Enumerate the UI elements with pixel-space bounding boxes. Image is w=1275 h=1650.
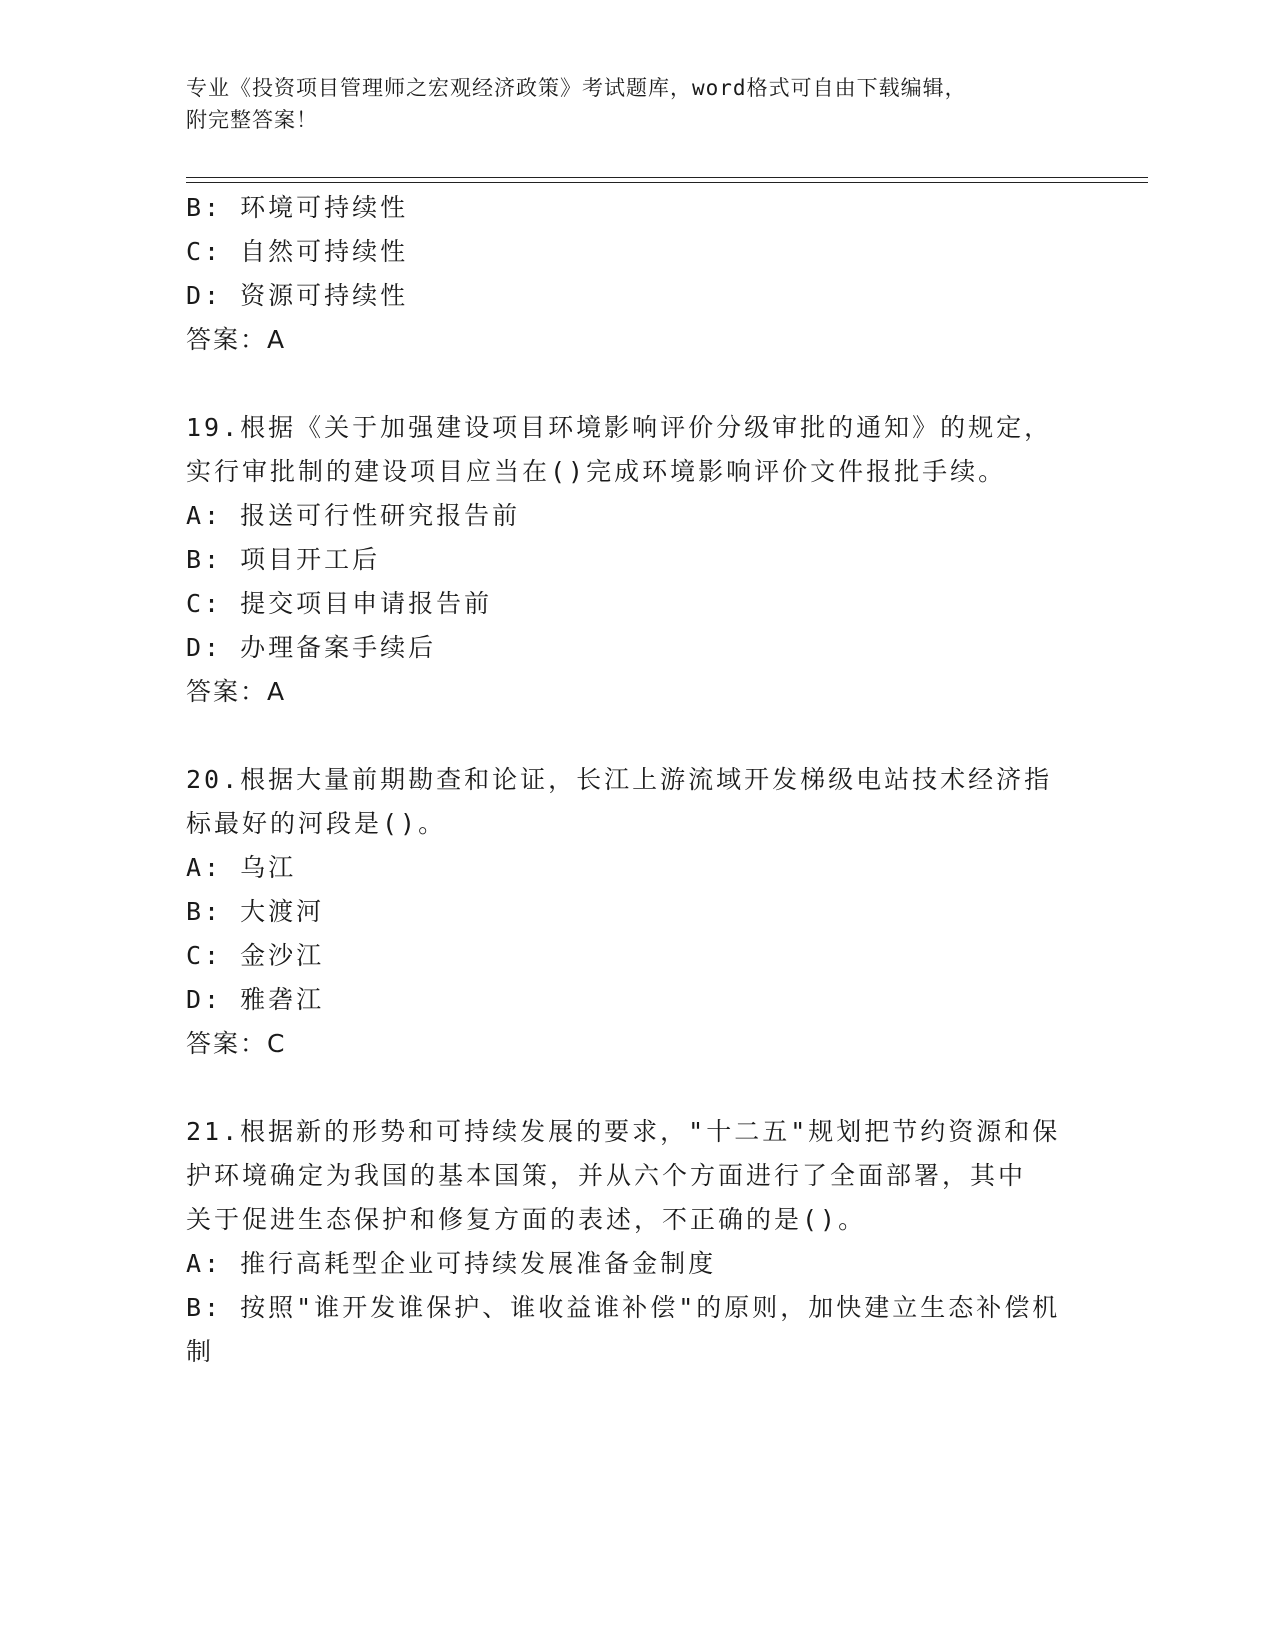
header-line-1: 专业《投资项目管理师之宏观经济政策》考试题库，word格式可自由下载编辑， [186, 76, 967, 100]
document-header [186, 72, 1066, 136]
q20-option-b: B: 大渡河 [186, 897, 325, 926]
q19-option-d: D: 办理备案手续后 [186, 633, 437, 662]
q18-answer: 答案：A [186, 325, 287, 354]
q19-question-line-1: 19.根据《关于加强建设项目环境影响评价分级审批的通知》的规定， [186, 413, 1053, 442]
header-rule-top [186, 177, 1148, 178]
q20-question-line-1: 20.根据大量前期勘查和论证，长江上游流域开发梯级电站技术经济指 [186, 765, 1053, 794]
q19-answer: 答案：A [186, 677, 287, 706]
q21-option-a: A: 推行高耗型企业可持续发展准备金制度 [186, 1249, 717, 1278]
q18-option-c: C: 自然可持续性 [186, 237, 409, 266]
q19-question-line-2: 实行审批制的建设项目应当在()完成环境影响评价文件报批手续。 [186, 457, 1007, 486]
q19-option-b: B: 项目开工后 [186, 545, 381, 574]
q21-question-line-1: 21.根据新的形势和可持续发展的要求，"十二五"规划把节约资源和保 [186, 1117, 1061, 1146]
q20-answer: 答案：C [186, 1029, 287, 1058]
q21-question-line-3: 关于促进生态保护和修复方面的表述，不正确的是()。 [186, 1205, 867, 1234]
q19-option-a: A: 报送可行性研究报告前 [186, 501, 521, 530]
q20-question-line-2: 标最好的河段是()。 [186, 809, 447, 838]
q20-option-c: C: 金沙江 [186, 941, 325, 970]
q18-option-b: B: 环境可持续性 [186, 193, 409, 222]
q19-option-c: C: 提交项目申请报告前 [186, 589, 493, 618]
q20-option-d: D: 雅砻江 [186, 985, 325, 1014]
q21-option-b-line-1: B: 按照"谁开发谁保护、谁收益谁补偿"的原则，加快建立生态补偿机 [186, 1293, 1061, 1322]
q21-question-line-2: 护环境确定为我国的基本国策，并从六个方面进行了全面部署，其中 [186, 1161, 1027, 1190]
header-line-2: 附完整答案！ [186, 108, 318, 132]
header-rule-bottom [186, 182, 1148, 183]
q20-option-a: A: 乌江 [186, 853, 297, 882]
q18-option-d: D: 资源可持续性 [186, 281, 409, 310]
q21-option-b-line-2: 制 [186, 1337, 215, 1366]
